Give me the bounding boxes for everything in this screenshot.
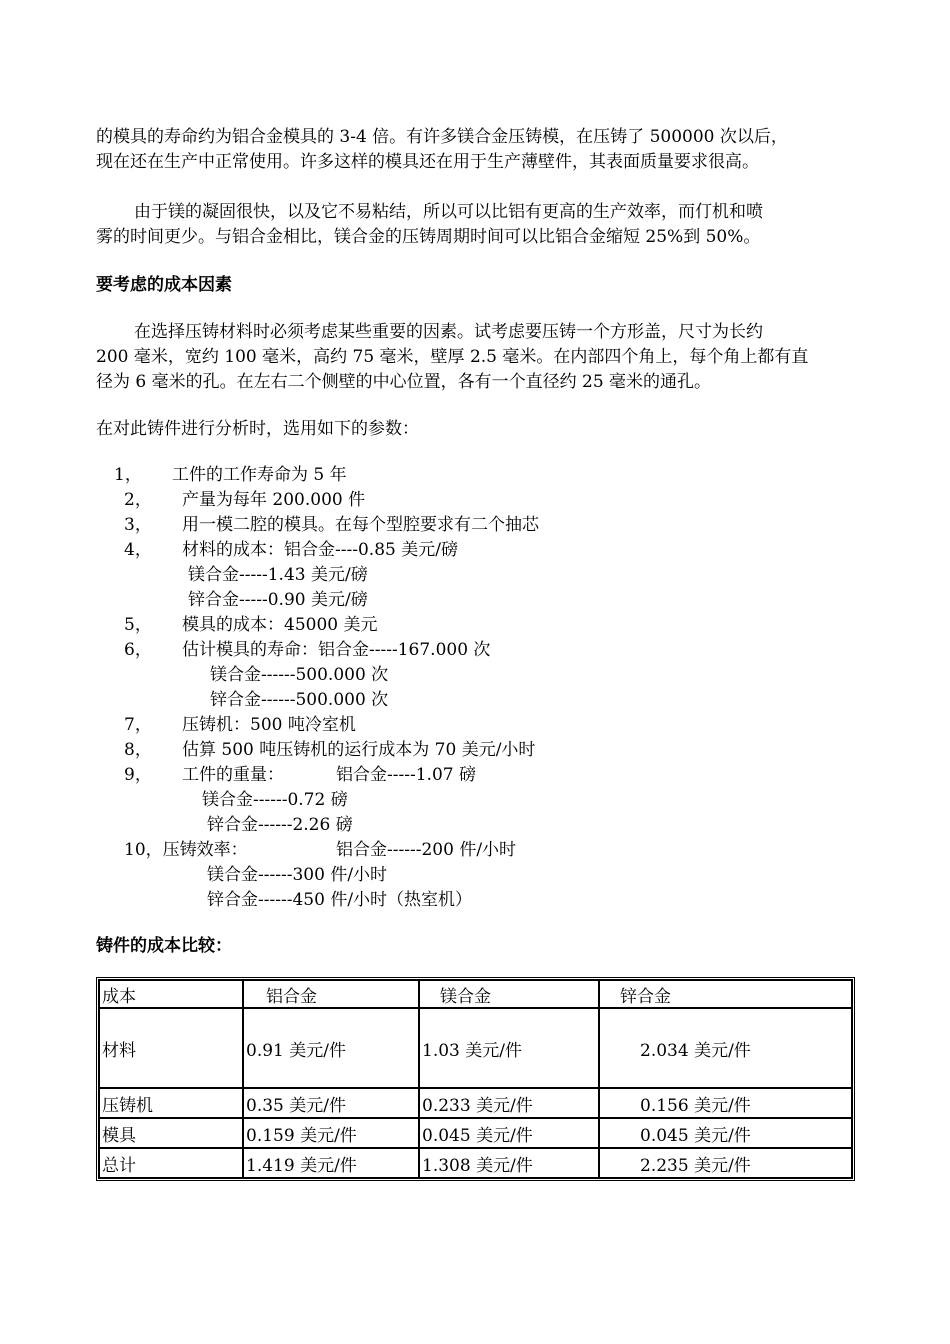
table-row [99,1008,852,1088]
list-item-text: 估算 500 吨压铸机的运行成本为 70 美元/小时 [182,740,536,760]
table-cell: 材料 [99,1008,243,1088]
table-cell: 1.03 美元/件 [419,1008,599,1088]
paragraph-3-line-1: 在选择压铸材料时必须考虑某些重要的因素。试考虑要压铸一个方形盖，尺寸为长约 [134,322,763,342]
table-cell: 0.156 美元/件 [599,1088,852,1118]
table-cell: 0.233 美元/件 [419,1088,599,1118]
table-header-cell: 铝合金 [243,980,419,1008]
table-header-cell: 锌合金 [599,980,852,1008]
table-cell: 模具 [99,1118,243,1148]
table-cell: 2.034 美元/件 [599,1008,852,1088]
list-item-number: 9， [124,765,152,785]
paragraph-3-line-3: 径为 6 毫米的孔。在左右二个侧壁的中心位置，各有一个直径约 25 毫米的通孔。 [96,372,712,392]
list-item-text: 产量为每年 200.000 件 [182,490,366,510]
list-item-text: 材料的成本：铝合金----0.85 美元/磅 [182,540,458,560]
list-item-text: 锌合金-----0.90 美元/磅 [188,590,368,610]
table-header-row [99,980,852,1008]
list-item-text: 用一模二腔的模具。在每个型腔要求有二个抽芯 [182,515,539,535]
table-cell: 总计 [99,1148,243,1178]
list-item-text: 锌合金------450 件/小时（热室机） [207,890,473,910]
list-item-text: 估计模具的寿命：铝合金-----167.000 次 [182,640,491,660]
list-item-text: 工件的重量： [182,765,284,785]
paragraph-1-line-1: 的模具的寿命约为铝合金模具的 3-4 倍。有许多镁合金压铸模，在压铸了 500000 次以后， [96,127,788,147]
paragraph-2-line-1: 由于镁的凝固很快，以及它不易粘结，所以可以比铝有更高的生产效率，而仃机和喷 [134,202,763,222]
table-cell: 0.35 美元/件 [243,1088,419,1118]
list-item-number: 1， [114,465,142,485]
list-item-number: 5， [124,615,152,635]
table-cell: 压铸机 [99,1088,243,1118]
list-item-extra: 铝合金------200 件/小时 [336,840,517,860]
table-cell: 2.235 美元/件 [599,1148,852,1178]
list-item-number: 3， [124,515,152,535]
list-item-text: 镁合金------0.72 磅 [202,790,348,810]
table-row [99,1148,852,1178]
list-item-text: 模具的成本：45000 美元 [182,615,378,635]
table-cell: 0.91 美元/件 [243,1008,419,1088]
list-item-number: 4， [124,540,152,560]
cost-comparison-table [96,977,855,1181]
list-item-text: 镁合金------300 件/小时 [207,865,388,885]
table-cell: 0.159 美元/件 [243,1118,419,1148]
list-item-number: 2， [124,490,152,510]
list-item-text: 镁合金------500.000 次 [210,665,389,685]
table-row [99,1088,852,1118]
list-item-number: 7， [124,715,152,735]
list-item-text: 10，压铸效率： [124,840,248,860]
paragraph-4: 在对此铸件进行分析时，选用如下的参数： [96,419,419,439]
list-item-text: 锌合金------2.26 磅 [207,815,353,835]
table-cell: 1.308 美元/件 [419,1148,599,1178]
table-cell: 0.045 美元/件 [599,1118,852,1148]
paragraph-2-line-2: 雾的时间更少。与铝合金相比，镁合金的压铸周期时间可以比铝合金缩短 25%到 50%。 [96,227,761,247]
list-item-extra: 铝合金-----1.07 磅 [336,765,476,785]
paragraph-1-line-2: 现在还在生产中正常使用。许多这样的模具还在用于生产薄壁件，其表面质量要求很高。 [96,152,759,172]
table-header-cell: 镁合金 [419,980,599,1008]
list-item-text: 锌合金------500.000 次 [210,690,389,710]
list-item-number: 6， [124,640,152,660]
list-item-text: 工件的工作寿命为 5 年 [172,465,347,485]
paragraph-3-line-2: 200 毫米，宽约 100 毫米，高约 75 毫米，壁厚 2.5 毫米。在内部四个角上，每个角上都有直 [96,347,809,367]
table-header-cell: 成本 [99,980,243,1008]
table-row [99,1118,852,1148]
section-heading-cost-comparison: 铸件的成本比较： [96,936,232,956]
list-item-text: 镁合金-----1.43 美元/磅 [188,565,368,585]
table-cell: 1.419 美元/件 [243,1148,419,1178]
section-heading-cost-factors: 要考虑的成本因素 [96,275,232,295]
table-cell: 0.045 美元/件 [419,1118,599,1148]
list-item-number: 8， [124,740,152,760]
list-item-text: 压铸机：500 吨冷室机 [182,715,356,735]
